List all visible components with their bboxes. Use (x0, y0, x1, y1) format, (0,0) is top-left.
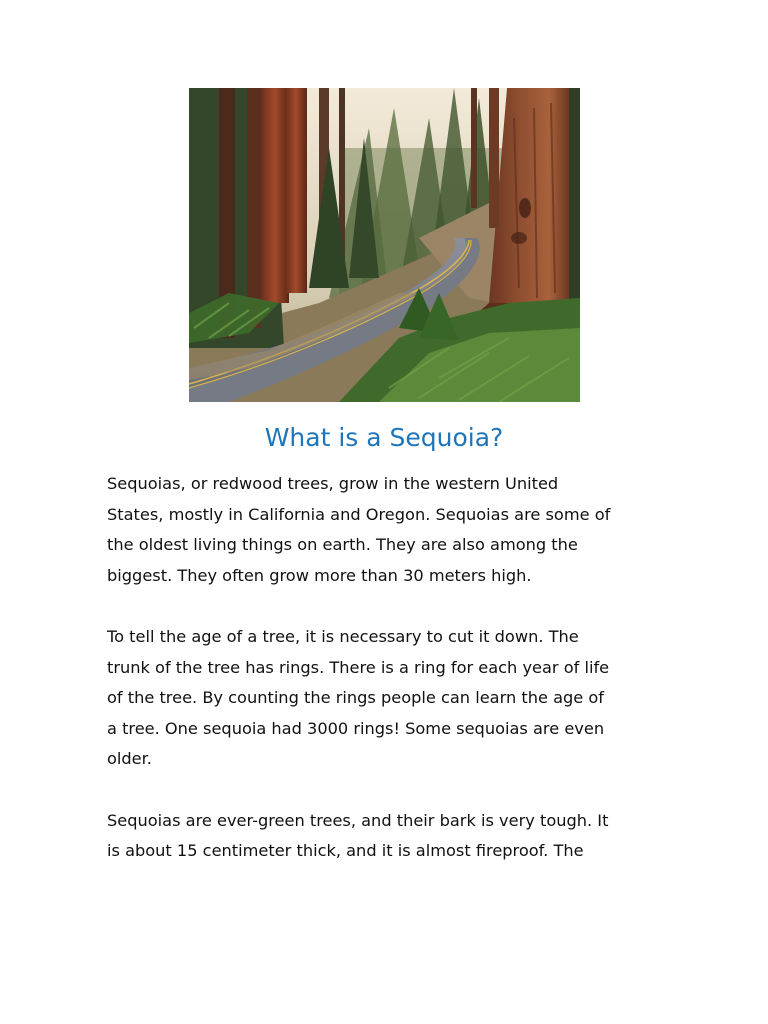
text-line: the oldest living things on earth. They are also among the (107, 535, 578, 555)
sequoia-forest-road-photo (189, 88, 580, 402)
text-line: Sequoias, or redwood trees, grow in the western United (107, 474, 559, 493)
paragraph-3 (107, 806, 667, 867)
text-line: States, mostly in California and Oregon. Sequoias are some of (107, 504, 611, 524)
text-line: a tree. One sequoia had 3000 rings! Some sequoias are even (107, 718, 605, 738)
text-line: is about 15 centimeter thick, and it is almost fireproof. The (107, 841, 584, 861)
text-line: older. (107, 749, 152, 769)
paragraph-2 (107, 622, 667, 775)
text-line: of the tree. By counting the rings people can learn the age of (107, 688, 604, 708)
text-line: biggest. They often grow more than 30 meters high. (107, 565, 532, 585)
article-body (107, 469, 667, 867)
text-line: Sequoias are ever-green trees, and their bark is very tough. It (107, 810, 609, 830)
text-line: trunk of the tree has rings. There is a ring for each year of life (107, 657, 610, 677)
text-line: To tell the age of a tree, it is necessary to cut it down. The (107, 626, 579, 646)
page-title: What is a Sequoia? (264, 423, 504, 452)
paragraph-1 (107, 469, 667, 591)
